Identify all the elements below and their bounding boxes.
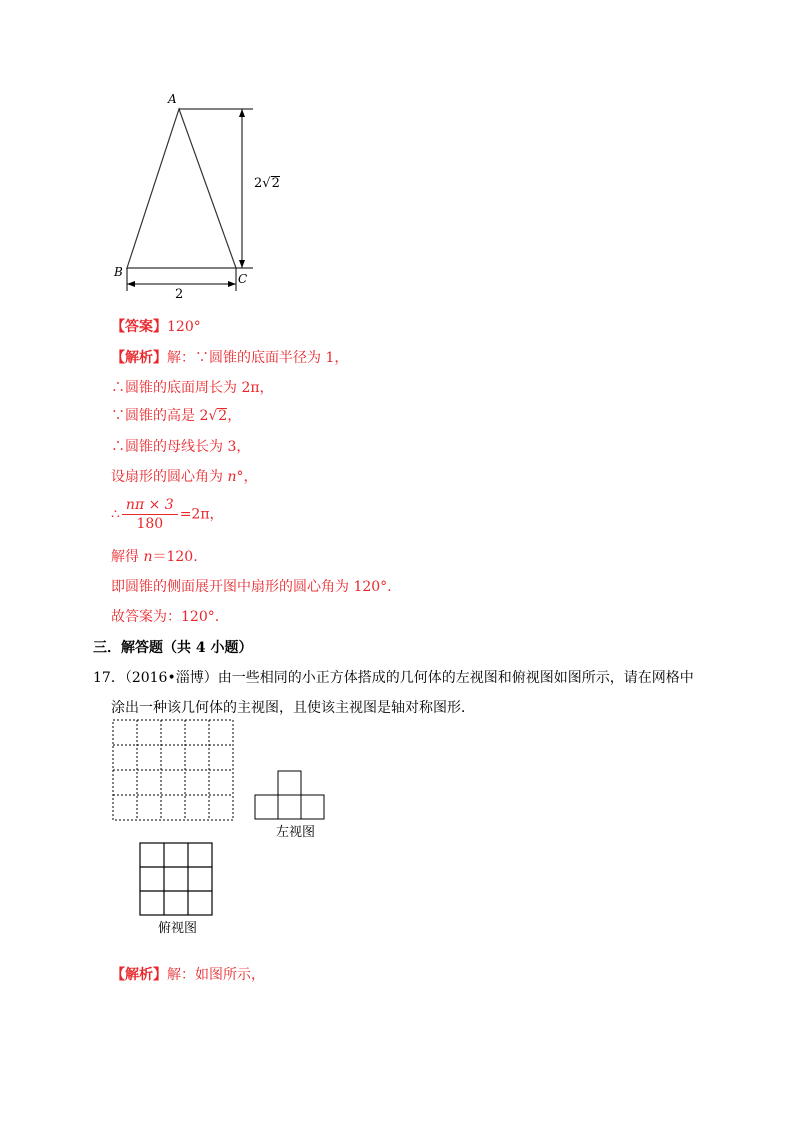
analysis-line-6-fraction: ∴ $\frac{n\pi \times 3}{180}$ =2π， [111, 497, 224, 532]
top-view-label: 俯视图 [158, 921, 198, 936]
height-arrow-bottom [239, 260, 245, 268]
answer-grid-dashed [112, 718, 237, 824]
analysis-line-9: 故答案为：120°. [111, 609, 220, 625]
analysis-line-2: ∴圆锥的底面周长为 2π， [111, 380, 274, 396]
analysis-line-7: 解得 n＝120. [111, 549, 198, 565]
analysis-line-3: ∵圆锥的高是 2√2， [111, 408, 242, 424]
analysis-line-5: 设扇形的圆心角为 n°， [111, 469, 258, 485]
vertex-a-label: A [168, 92, 177, 106]
question-17-number: 17． [93, 670, 125, 686]
fraction: $\frac{n\pi \times 3}{180}$ [122, 496, 178, 533]
base-arrow-left [127, 281, 135, 287]
question-17-line-1: 17．（2016•淄博）由一些相同的小正方体搭成的几何体的左视图和俯视图如图所示，请在网格中 [93, 670, 694, 686]
analysis-line-4: ∴圆锥的母线长为 3， [111, 439, 251, 455]
analysis2-line: 【解析】解：如图所示， [111, 967, 265, 983]
base-label: 2 [175, 287, 184, 302]
answer-tag: 【答案】 [111, 319, 167, 335]
analysis-tag: 【解析】 [111, 350, 167, 366]
left-view-figure [254, 770, 332, 824]
height-label: 2√2 [254, 176, 280, 191]
analysis-line-8: 即圆锥的侧面展开图中扇形的圆心角为 120°. [111, 579, 392, 595]
section-3-title: 三．解答题（共 4 小题） [93, 640, 253, 656]
analysis2-tag: 【解析】 [111, 967, 167, 983]
left-view-label: 左视图 [276, 825, 316, 840]
triangle-abc [127, 109, 236, 268]
analysis-line-1: 【解析】解：∵圆锥的底面半径为 1， [111, 350, 349, 366]
top-view-figure [138, 841, 214, 917]
base-arrow-right [228, 281, 236, 287]
question-17-line-2: 涂出一种该几何体的主视图，且使该主视图是轴对称图形． [111, 700, 475, 716]
vertex-c-label: C [238, 272, 248, 286]
height-arrow-top [239, 109, 245, 117]
vertex-b-label: B [114, 265, 123, 279]
answer-value: 120° [167, 319, 201, 335]
answer-line [111, 316, 201, 336]
cone-cross-section-figure [105, 88, 275, 303]
